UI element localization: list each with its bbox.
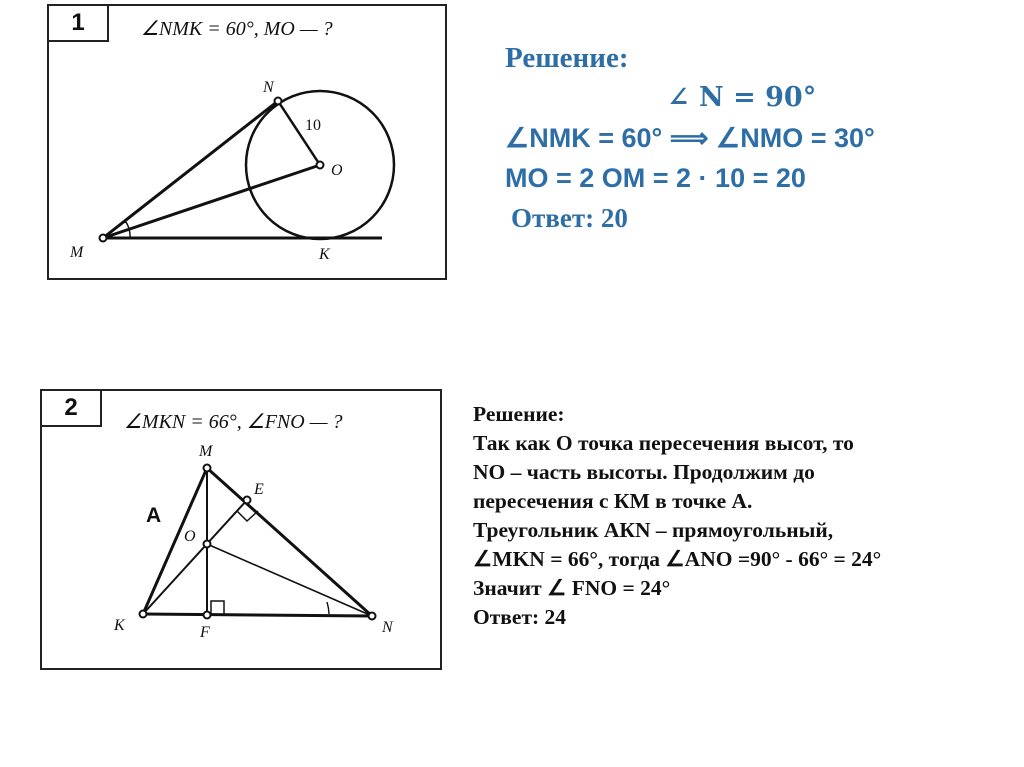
label-f: F [200,624,210,641]
problem-2-number: 2 [42,391,102,427]
label-a: A [146,504,162,527]
side-kn [143,614,372,616]
label-k2: K [114,617,125,634]
segment-no [207,544,372,616]
label-o2: O [184,528,196,545]
point-k2 [140,611,147,618]
label-k: K [319,246,330,263]
solution-2-answer: Ответ: 24 [473,605,567,629]
label-m2: M [199,443,213,460]
point-f [204,612,211,619]
side-km [143,468,207,614]
right-angle-f [211,601,224,614]
label-m: M [70,244,84,261]
angle-arc-n [327,602,329,614]
solution-1-line-3: MO = 2 OM = 2 · 10 = 20 [505,163,806,193]
point-o2 [204,541,211,548]
solution-2-title: Решение: [473,402,565,426]
solution-2-line-4: Треугольник АКN – прямоугольный, [473,518,834,542]
label-n: N [263,79,274,96]
label-n2: N [382,619,393,636]
solution-2-line-1: Так как О точка пересечения высот, то [473,431,854,455]
solution-2-line-6: Значит ∠ FNO = 24° [473,576,671,600]
solution-2-line-3: пересечения с КМ в точке А. [473,489,753,513]
label-radius: 10 [305,117,321,134]
solution-2-line-2: NO – часть высоты. Продолжим до [473,460,815,484]
label-e: E [254,481,264,498]
point-n2 [369,613,376,620]
point-e [244,497,251,504]
problem-1-number: 1 [49,6,109,42]
solution-2-line-5: ∠MKN = 66°, тогда ∠ANO =90° - 66° = 24° [473,547,882,571]
solution-1-title: Решение: [505,42,629,74]
label-o: O [331,162,343,179]
side-mn [207,468,372,616]
problem-2-solution [473,400,881,632]
point-m2 [204,465,211,472]
solution-1-line-1: ∠ N = 90° [667,82,817,113]
problem-2-condition: ∠MKN = 66°, ∠FNO — ? [124,411,343,433]
solution-1-answer: Ответ: 20 [511,203,628,233]
solution-1-line-2: ∠NMK = 60° ⟹ ∠NMO = 30° [505,123,875,153]
problem-1-condition: ∠NMK = 60°, MO — ? [141,18,333,40]
